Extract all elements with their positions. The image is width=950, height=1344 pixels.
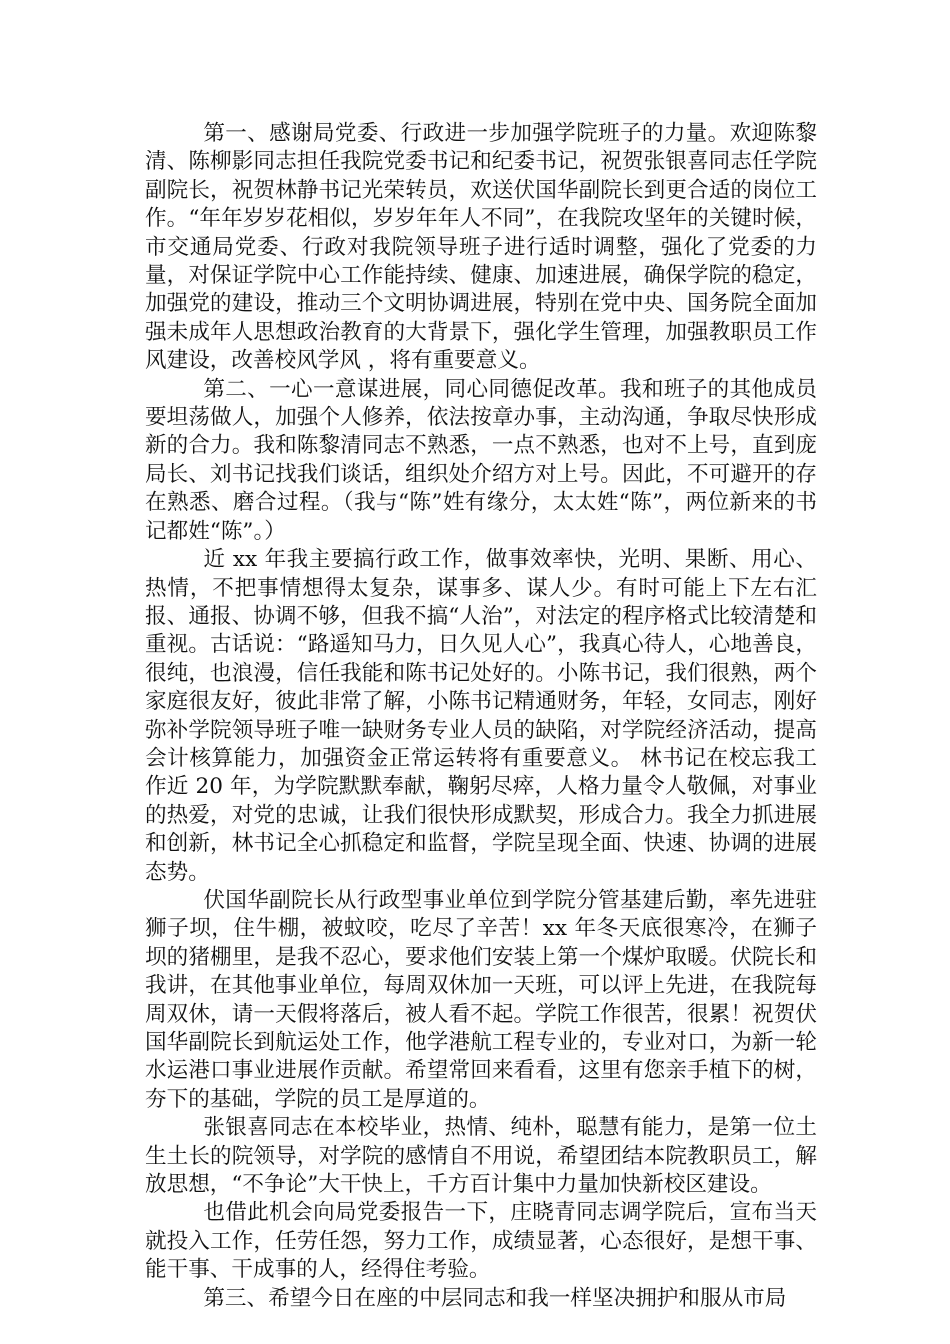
paragraph-6: 也借此机会向局党委报告一下，庄晓青同志调学院后，宣布当天就投入工作，任劳任怨，努力工作，成绩显著，心态很好，是想干事、能干事、干成事的人，经得住考验。 (145, 1200, 817, 1283)
paragraph-1: 第一、感谢局党委、行政进一步加强学院班子的力量。欢迎陈黎清、陈柳影同志担任我院党委书记和纪委书记，祝贺张银喜同志任学院副院长，祝贺林静书记光荣转员，欢送伏国华副院长到更合适的岗位工作。“年年岁岁花相似，岁岁年年人不同”，在我院攻坚年的关键时候，市交通局党委、行政对我院领导班子进行适时调整，强化了党委的力量，对保证学院中心工作能持续、健康、加速进展，确保学院的稳定，加强党的建设，推动三个文明协调进展，特别在党中央、国务院全面加强未成年人思想政治教育的大背景下，强化学生管理，加强教职员工作风建设，改善校风学风 ，将有重要意义。 (145, 121, 817, 374)
paragraph-5: 张银喜同志在本校毕业，热情、纯朴，聪慧有能力，是第一位土生土长的院领导，对学院的感情自不用说，希望团结本院教职员工，解放思想，“不争论”大干快上，千方百计集中力量加快新校区建设。 (145, 1115, 817, 1198)
paragraph-3: 近 xx 年我主要搞行政工作，做事效率快，光明、果断、用心、热情，不把事情想得太复杂，谋事多、谋人少。有时可能上下左右汇报、通报、协调不够，但我不搞“人治”，对法定的程序格式比较清楚和重视。古话说：“路遥知马力，日久见人心”，我真心待人，心地善良，很纯，也浪漫，信任我能和陈书记处好的。小陈书记，我们很熟，两个家庭很友好，彼此非常了解，小陈书记精通财务，年轻，女同志，刚好弥补学院领导班子唯一缺财务专业人员的缺陷，对学院经济活动，提高会计核算能力，加强资金正常运转将有重要意义。 林书记在校忘我工作近 20 年，为学院默默奉献，鞠躬尽瘁，人格力量令人敬佩，对事业的热爱，对党的忠诚，让我们很快形成默契，形成合力。我全力抓进展和创新，林书记全心抓稳定和监督，学院呈现全面、快速、协调的进展态势。 (145, 547, 817, 885)
paragraph-7: 第三、希望今日在座的中层同志和我一样坚决拥护和服从市局 (203, 1285, 787, 1311)
paragraph-2: 第二、一心一意谋进展，同心同德促改革。我和班子的其他成员要坦荡做人，加强个人修养，依法按章办事，主动沟通，争取尽快形成新的合力。我和陈黎清同志不熟悉，一点不熟悉，也对不上号，直到庞局长、刘书记找我们谈话，组织处介绍方对上号。因此，不可避开的存在熟悉、磨合过程。（我与“陈”姓有缘分，太太姓“陈”，两位新来的书记都姓“陈”。） (145, 376, 817, 544)
document-body (145, 120, 817, 1313)
paragraph-4: 伏国华副院长从行政型事业单位到学院分管基建后勤，率先进驻狮子坝，住牛棚，被蚊咬，吃尽了辛苦！xx 年冬天底很寒冷，在狮子坝的猪棚里，是我不忍心，要求他们安装上第一个煤炉取暖。伏院长和我讲，在其他事业单位，每周双休加一天班，可以评上先进，在我院每周双休，请一天假将落后，被人看不起。学院工作很苦，很累！祝贺伏国华副院长到航运处工作，他学港航工程专业的，专业对口，为新一轮水运港口事业进展作贡献。希望常回来看看，这里有您亲手植下的树，夯下的基础，学院的员工是厚道的。 (145, 887, 817, 1112)
